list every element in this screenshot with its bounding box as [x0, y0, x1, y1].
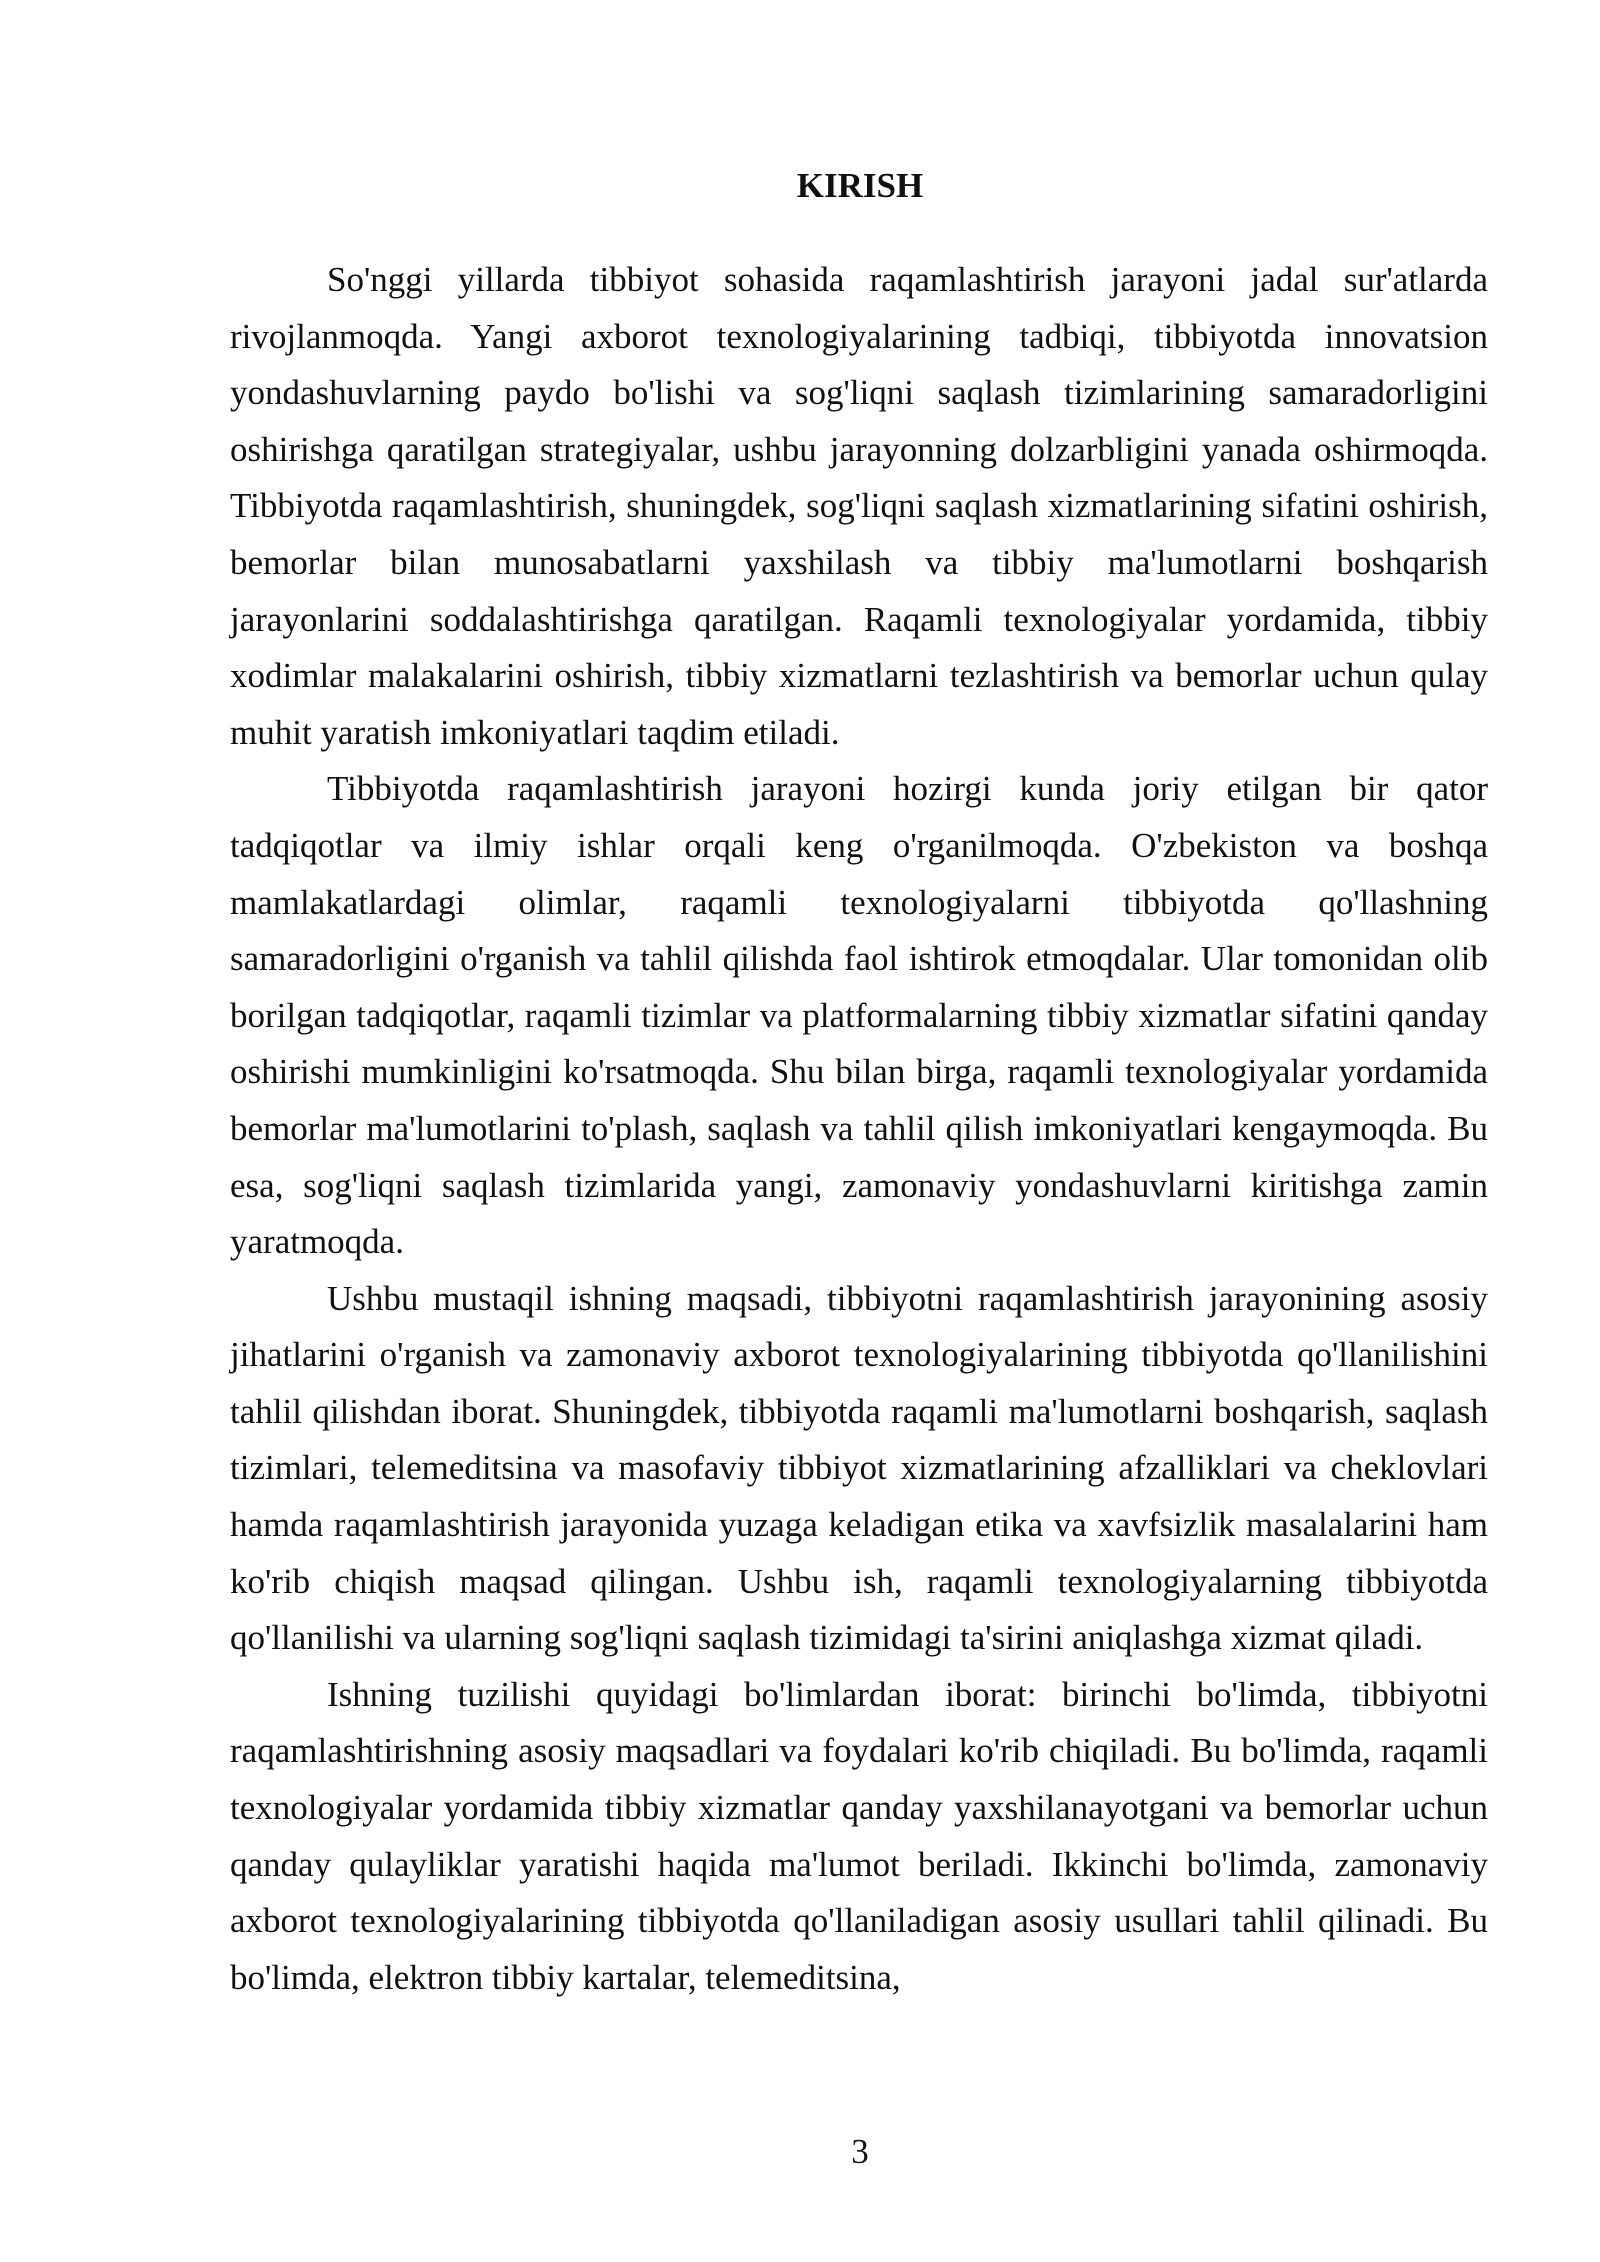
paragraph-1: So'nggi yillarda tibbiyot sohasida raqamlashtirish jarayoni jadal sur'atlarda rivojlanmoqda. Yangi axborot texnologiyalarining tadbiqi, tibbiyotda innovatsion yondashuvlarning paydo bo'lishi va sog'liqni saqlash tizimlarining samaradorligini oshirishga qaratilgan strategiyalar, ushbu jarayonning dolzarbligini yanada oshirmoqda. Tibbiyotda raqamlashtirish, shuningdek, sog'liqni saqlash xizmatlarining sifatini oshirish, bemorlar bilan munosabatlarni yaxshilash va tibbiy ma'lumotlarni boshqarish jarayonlarini soddalashtirishga qaratilgan. Raqamli texnologiyalar yordamida, tibbiy xodimlar malakalarini oshirish, tibbiy xizmatlarni tezlashtirish va bemorlar uchun qulay muhit yaratish imkoniyatlari taqdim etiladi. [230, 260, 1488, 752]
paragraph-3: Ushbu mustaqil ishning maqsadi, tibbiyotni raqamlashtirish jarayonining asosiy jihatlarini o'rganish va zamonaviy axborot texnologiyalarining tibbiyotda qo'llanilishini tahlil qilishdan iborat. Shuningdek, tibbiyotda raqamli ma'lumotlarni boshqarish, saqlash tizimlari, telemeditsina va masofaviy tibbiyot xizmatlarining afzalliklari va cheklovlari hamda raqamlashtirish jarayonida yuzaga keladigan etika va xavfsizlik masalalarini ham ko'rib chiqish maqsad qilingan. Ushbu ish, raqamli texnologiyalarning tibbiyotda qo'llanilishi va ularning sog'liqni saqlash tizimidagi ta'sirini aniqlashga xizmat qiladi. [230, 1278, 1488, 1658]
page-title: KIRISH [796, 166, 924, 205]
paragraph-2: Tibbiyotda raqamlashtirish jarayoni hozirgi kunda joriy etilgan bir qator tadqiqotlar va ilmiy ishlar orqali keng o'rganilmoqda. O'zbekiston va boshqa mamlakatlardagi olimlar, raqamli texnologiyalarni tibbiyotda qo'llashning samaradorligini o'rganish va tahlil qilishda faol ishtirok etmoqdalar. Ular tomonidan olib borilgan tadqiqotlar, raqamli tizimlar va platformalarning tibbiy xizmatlar sifatini qanday oshirishi mumkinligini ko'rsatmoqda. Shu bilan birga, raqamli texnologiyalar yordamida bemorlar ma'lumotlarini to'plash, saqlash va tahlil qilish imkoniyatlari kengaymoqda. Bu esa, sog'liqni saqlash tizimlarida yangi, zamonaviy yondashuvlarni kiritishga zamin yaratmoqda. [230, 769, 1488, 1262]
body-text [230, 252, 1488, 2006]
page-number: 3 [851, 2132, 869, 2171]
paragraph-4: Ishning tuzilishi quyidagi bo'limlardan iborat: birinchi bo'limda, tibbiyotni raqamlashtirishning asosiy maqsadlari va foydalari ko'rib chiqiladi. Bu bo'limda, raqamli texnologiyalar yordamida tibbiy xizmatlar qanday yaxshilanayotgani va bemorlar uchun qanday qulayliklar yaratishi haqida ma'lumot beriladi. Ikkinchi bo'limda, zamonaviy axborot texnologiyalarining tibbiyotda qo'llaniladigan asosiy usullari tahlil qilinadi. Bu bo'limda, elektron tibbiy kartalar, telemeditsina, [230, 1674, 1488, 1997]
